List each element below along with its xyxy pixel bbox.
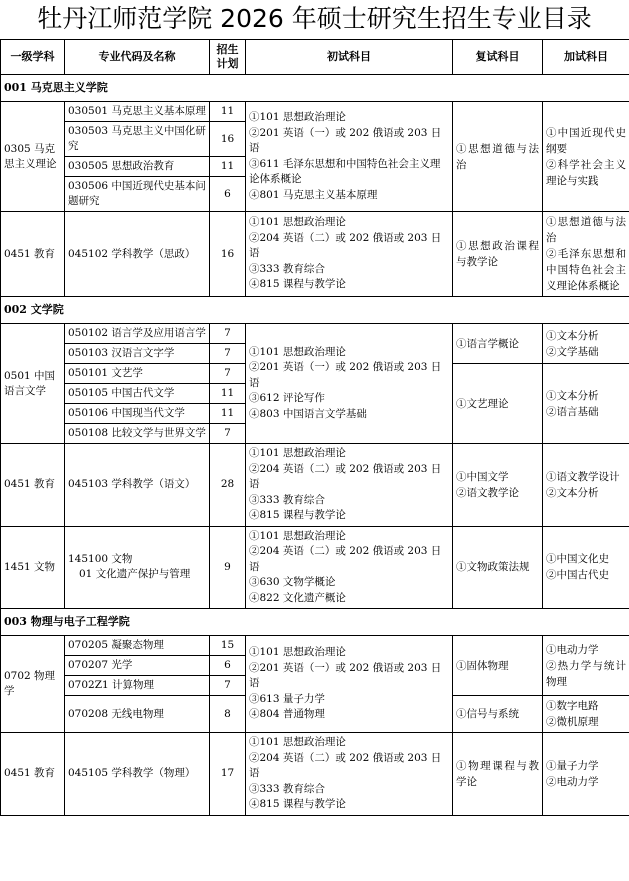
text-line: ①固体物理 (456, 659, 509, 672)
first-exam-subjects-cell (246, 324, 453, 444)
text-line: ①数字电路 (546, 700, 599, 712)
header-plan (210, 40, 246, 75)
text-line: ①思想政治课程与教学论 (456, 240, 539, 268)
enrollment-plan-cell: 11 (210, 384, 246, 404)
text-line: ①量子力学 (546, 759, 599, 772)
text-line: ②201 英语（一）或 202 俄语或 203 日语 (249, 661, 442, 690)
header-major: 专业代码及名称 (65, 40, 210, 75)
text-line: ④815 课程与教学论 (249, 798, 346, 810)
text-line: ④815 课程与教学论 (249, 509, 346, 521)
text-line: ③630 文物学概论 (249, 576, 336, 588)
college-name: 003 物理与电子工程学院 (1, 609, 629, 636)
first-exam-subjects-cell (246, 733, 453, 816)
college-section-header (1, 609, 629, 636)
table-row (1, 324, 629, 344)
text-line: ①信号与系统 (456, 708, 519, 720)
text-line: 01 文化遗产保护与管理 (79, 568, 191, 581)
additional-exam-subjects-cell (543, 733, 629, 816)
retest-subjects-cell (453, 636, 543, 696)
enrollment-plan-cell: 11 (210, 404, 246, 424)
text-line: ①中国文化史 (546, 553, 609, 566)
additional-exam-subjects-cell (543, 324, 629, 364)
discipline-cell: 1451 文物 (1, 526, 65, 609)
enrollment-plan-cell: 15 (210, 636, 246, 656)
enrollment-plan-cell: 11 (210, 157, 246, 177)
additional-exam-subjects-cell (543, 444, 629, 527)
major-cell: 030506 中国近现代史基本问题研究 (65, 177, 210, 212)
header-plan-line2: 计划 (216, 57, 239, 70)
enrollment-plan-cell: 6 (210, 656, 246, 676)
first-exam-subjects-cell (246, 526, 453, 609)
text-line: ②201 英语（一）或 202 俄语或 203 日语 (249, 361, 442, 389)
major-cell: 070207 光学 (65, 656, 210, 676)
major-cell: 070208 无线电物理 (65, 696, 210, 733)
college-section-header (1, 75, 629, 102)
retest-subjects-cell (453, 444, 543, 527)
table-row (1, 102, 629, 122)
first-exam-subjects-cell (246, 102, 453, 212)
header-discipline: 一级学科 (1, 40, 65, 75)
header-exam2: 复试科目 (453, 40, 543, 75)
text-line: ②204 英语（二）或 202 俄语或 203 日语 (249, 231, 442, 260)
text-line: ①语文教学设计 (546, 470, 620, 483)
text-line: ②微机原理 (546, 716, 599, 728)
text-line: ②204 英语（二）或 202 俄语或 203 日语 (249, 545, 442, 573)
text-line: ④801 马克思主义基本原理 (249, 188, 378, 201)
first-exam-subjects-cell (246, 444, 453, 527)
text-line: ①文艺理论 (456, 397, 509, 410)
text-line: ②204 英语（二）或 202 俄语或 203 日语 (249, 462, 442, 490)
text-line: ④822 文化遗产概论 (249, 591, 346, 604)
major-cell: 030503 马克思主义中国化研究 (65, 122, 210, 157)
enrollment-plan-cell: 16 (210, 122, 246, 157)
text-line: ②文学基础 (546, 345, 599, 358)
table-header (1, 40, 629, 75)
major-cell: 050101 文艺学 (65, 364, 210, 384)
table-header-row (1, 40, 629, 75)
text-line: ②语文教学论 (456, 486, 519, 499)
text-line: ②语言基础 (546, 405, 599, 418)
retest-subjects-cell (453, 526, 543, 609)
table-row (1, 444, 629, 527)
text-line: ①思想道德与法治 (546, 216, 626, 244)
enrollment-plan-cell: 7 (210, 676, 246, 696)
text-line: ①101 思想政治理论 (249, 216, 346, 229)
discipline-cell: 0451 教育 (1, 733, 65, 816)
major-cell: 050108 比较文学与世界文学 (65, 424, 210, 444)
enrollment-plan-cell: 7 (210, 424, 246, 444)
text-line: ②科学社会主义理论与实践 (546, 158, 626, 187)
major-cell: 030505 思想政治教育 (65, 157, 210, 177)
major-cell: 070205 凝聚态物理 (65, 636, 210, 656)
enrollment-plan-cell: 8 (210, 696, 246, 733)
retest-subjects-cell (453, 696, 543, 733)
table-row (1, 526, 629, 609)
retest-subjects-cell (453, 102, 543, 212)
major-cell: 045102 学科教学（思政） (65, 212, 210, 297)
additional-exam-subjects-cell (543, 364, 629, 444)
college-name: 001 马克思主义学院 (1, 75, 629, 102)
retest-subjects-cell (453, 212, 543, 297)
text-line: ①物理课程与教学论 (456, 759, 539, 788)
header-exam1: 初试科目 (246, 40, 453, 75)
college-section-header (1, 297, 629, 324)
text-line: ③612 评论写作 (249, 392, 325, 405)
major-cell: 050105 中国古代文学 (65, 384, 210, 404)
text-line: ①101 思想政治理论 (249, 345, 346, 358)
text-line: ②204 英语（二）或 202 俄语或 203 日语 (249, 751, 442, 779)
additional-exam-subjects-cell (543, 212, 629, 297)
text-line: ①文物政策法规 (456, 561, 530, 574)
text-line: ②毛泽东思想和中国特色社会主义理论体系概论 (546, 248, 626, 292)
major-cell: 030501 马克思主义基本原理 (65, 102, 210, 122)
text-line: ①101 思想政治理论 (249, 111, 346, 123)
text-line: ①中国文学 (456, 470, 509, 483)
text-line: ②电动力学 (546, 775, 599, 788)
text-line: ①101 思想政治理论 (249, 646, 346, 659)
retest-subjects-cell (453, 733, 543, 816)
header-exam3: 加试科目 (543, 40, 629, 75)
text-line: ①文本分析 (546, 389, 599, 402)
text-line: ③333 教育综合 (249, 262, 325, 275)
text-line: ④803 中国语言文学基础 (249, 407, 367, 420)
text-line: ①101 思想政治理论 (249, 736, 346, 748)
text-line: ③333 教育综合 (249, 493, 325, 506)
additional-exam-subjects-cell (543, 526, 629, 609)
additional-exam-subjects-cell (543, 102, 629, 212)
discipline-cell: 0501 中国语言文学 (1, 324, 65, 444)
text-line: ①101 思想政治理论 (249, 447, 346, 459)
major-cell: 045105 学科教学（物理） (65, 733, 210, 816)
retest-subjects-cell (453, 324, 543, 364)
text-line: ③611 毛泽东思想和中国特色社会主义理论体系概论 (249, 157, 441, 185)
text-line: ①中国近现代史纲要 (546, 126, 626, 155)
text-line: ③613 量子力学 (249, 692, 325, 705)
table-row (1, 636, 629, 656)
page-title: 牡丹江师范学院 2026 年硕士研究生招生专业目录 (37, 4, 592, 33)
text-line: ②201 英语（一）或 202 俄语或 203 日语 (249, 126, 442, 154)
major-cell: 050106 中国现当代文学 (65, 404, 210, 424)
text-line: ①思想道德与法治 (456, 142, 539, 171)
enrollment-plan-cell: 28 (210, 444, 246, 527)
table-row (1, 212, 629, 297)
enrollment-plan-cell: 9 (210, 526, 246, 609)
table-row (1, 733, 629, 816)
retest-subjects-cell (453, 364, 543, 444)
text-line: ①电动力学 (546, 643, 599, 656)
text-line: ②文本分析 (546, 486, 599, 499)
major-cell: 045103 学科教学（语文） (65, 444, 210, 527)
text-line: ④804 普通物理 (249, 708, 325, 721)
discipline-cell: 0305 马克思主义理论 (1, 102, 65, 212)
header-plan-line1: 招生 (216, 43, 239, 56)
text-line: ②中国古代史 (546, 569, 609, 582)
additional-exam-subjects-cell (543, 696, 629, 733)
first-exam-subjects-cell (246, 636, 453, 733)
enrollment-plan-cell: 7 (210, 364, 246, 384)
text-line: 145100 文物 (68, 553, 133, 566)
college-name: 002 文学院 (1, 297, 629, 324)
major-cell: 050102 语言学及应用语言学 (65, 324, 210, 344)
enrollment-plan-cell: 7 (210, 344, 246, 364)
first-exam-subjects-cell (246, 212, 453, 297)
text-line: ①语言学概论 (456, 337, 519, 350)
text-line: ③333 教育综合 (249, 782, 325, 795)
admissions-catalog-table (0, 39, 629, 816)
enrollment-plan-cell: 11 (210, 102, 246, 122)
text-line: ②热力学与统计物理 (546, 659, 626, 688)
discipline-cell: 0451 教育 (1, 212, 65, 297)
discipline-cell: 0451 教育 (1, 444, 65, 527)
enrollment-plan-cell: 6 (210, 177, 246, 212)
major-cell: 0702Z1 计算物理 (65, 676, 210, 696)
discipline-cell: 0702 物理学 (1, 636, 65, 733)
enrollment-plan-cell: 17 (210, 733, 246, 816)
text-line: ①文本分析 (546, 329, 599, 342)
text-line: ④815 课程与教学论 (249, 278, 346, 291)
major-cell (65, 526, 210, 609)
text-line: ①101 思想政治理论 (249, 529, 346, 542)
enrollment-plan-cell: 7 (210, 324, 246, 344)
major-cell: 050103 汉语言文字学 (65, 344, 210, 364)
enrollment-plan-cell: 16 (210, 212, 246, 297)
additional-exam-subjects-cell (543, 636, 629, 696)
table-body (1, 75, 629, 816)
